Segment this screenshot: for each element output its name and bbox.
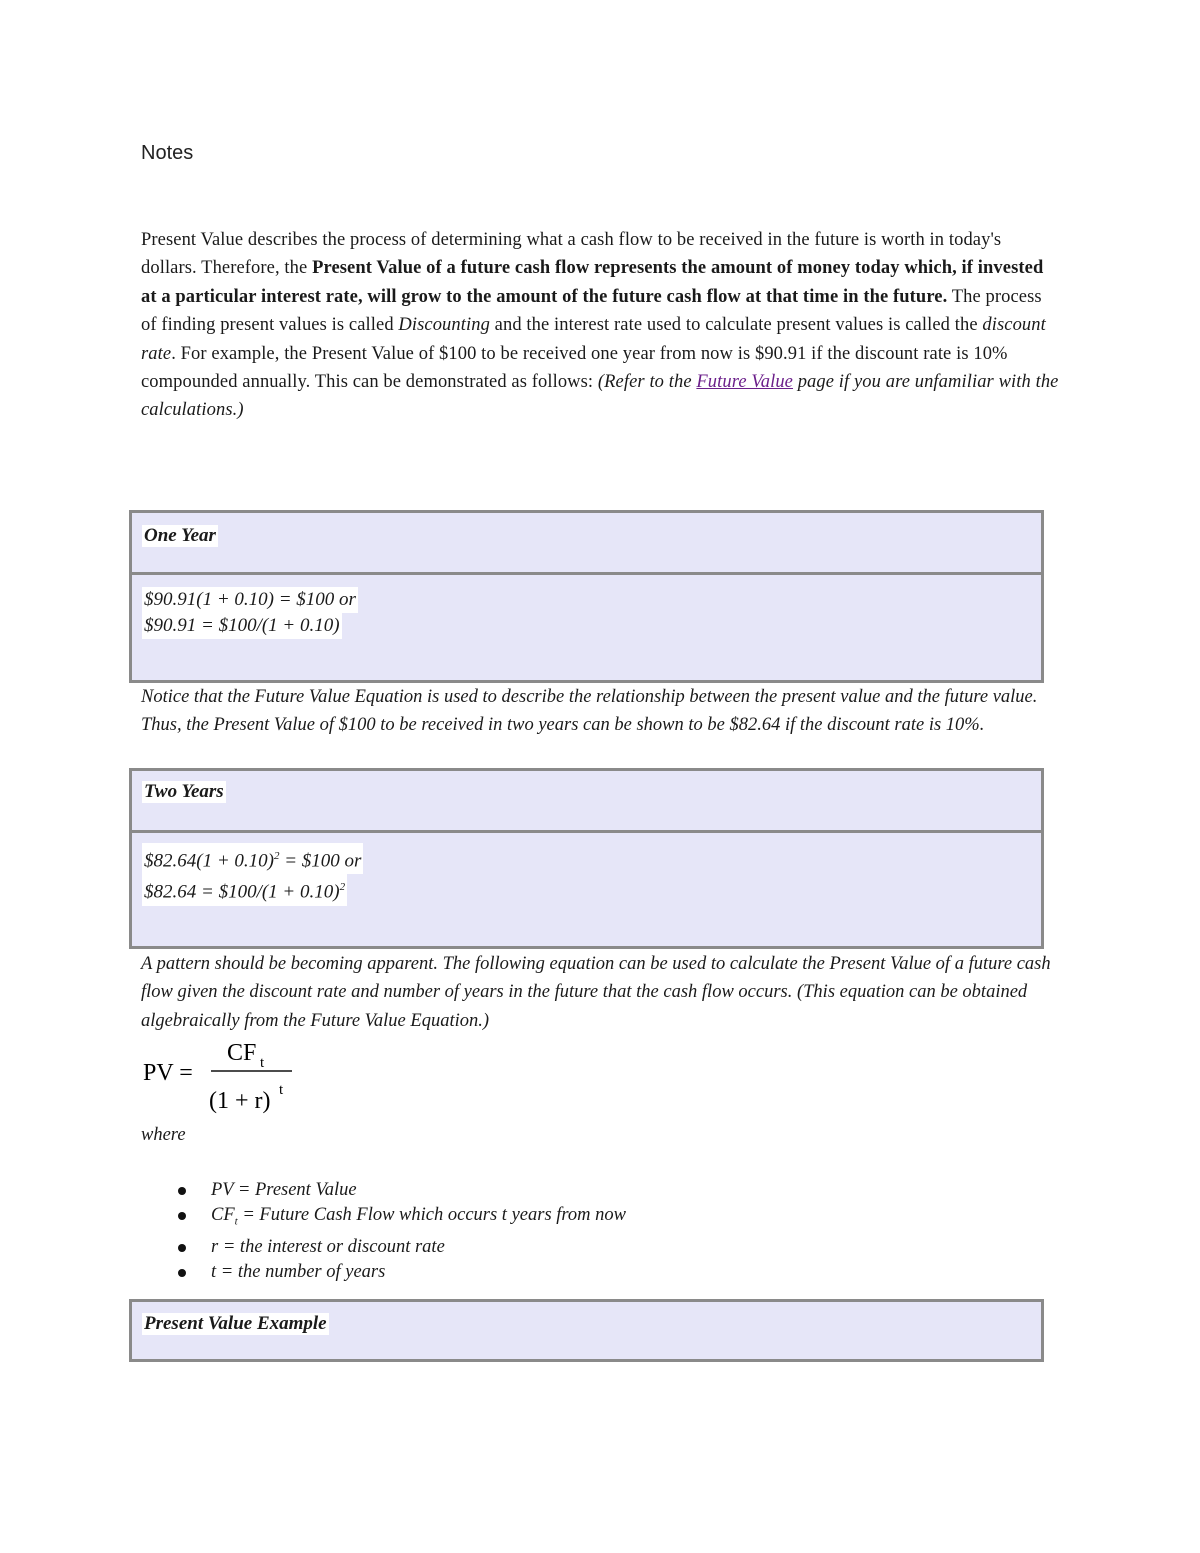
note-pattern: A pattern should be becoming apparent. The following equation can be used to calculate the Present Value of a future cash flow given the discount rate and number of years in the future that the cash flow occurs. (This equation can be obtained algebraically from the Future Value Equation.)	[141, 954, 1051, 1031]
bullet-icon	[178, 1244, 186, 1252]
variable-list	[178, 1178, 626, 1285]
formula-numerator: CF	[227, 1040, 257, 1066]
note-future-value: Notice that the Future Value Equation is used to describe the relationship between the present value and the future value. Thus, the Present Value of $100 to be received in two years can be shown to be $82.64 if the discount rate is 10%.	[141, 687, 1038, 736]
one-year-line2: $90.91 = $100/(1 + 0.10)	[142, 613, 342, 639]
intro-paragraph	[141, 226, 1061, 425]
bullet-icon	[178, 1269, 186, 1277]
formula-denominator: (1 + r)	[209, 1088, 271, 1114]
two-years-line2-text: $82.64 = $100/(1 + 0.10)	[144, 881, 340, 903]
formula-numerator-sub: t	[260, 1055, 265, 1071]
intro-text-2: The process of finding present values is called	[141, 286, 1042, 336]
two-years-line2	[142, 874, 347, 905]
two-years-title: Two Years	[144, 781, 224, 802]
one-year-title: One Year	[144, 525, 216, 546]
bullet-text: t = the number of years	[211, 1261, 386, 1282]
term-discount-rate: discount rate	[141, 315, 1046, 364]
two-years-line1-rest: = $100 or	[279, 850, 362, 872]
bullet-text: CF	[211, 1205, 235, 1225]
two-years-line1	[142, 843, 363, 874]
formula-lhs: PV =	[143, 1060, 193, 1086]
future-value-link[interactable]: Future Value	[696, 372, 793, 393]
list-item	[178, 1260, 626, 1285]
two-years-box	[129, 768, 1044, 949]
two-years-body	[132, 833, 1041, 906]
list-item	[178, 1178, 626, 1203]
two-years-header	[132, 771, 1041, 833]
one-year-body	[132, 575, 1041, 639]
bullet-subscript: t	[234, 1215, 238, 1228]
list-item	[178, 1235, 626, 1260]
two-years-line1-text: $82.64(1 + 0.10)	[144, 850, 274, 872]
intro-text-4: . For example, the Present Value of $100 to be received one year from now is $90.91 if the discount rate is 10% compounded annually. This can be demonstrated as follows:	[141, 343, 1008, 393]
intro-bold-definition: Present Value of a future cash flow represents the amount of money today which, if invested at a particular interest rate, will grow to the amount of the future cash flow at that time in the future.	[141, 258, 1044, 307]
present-value-example-box	[129, 1299, 1044, 1362]
list-item	[178, 1203, 626, 1235]
refer-post: page if you are unfamiliar with the calculations.)	[141, 372, 1059, 421]
term-discounting: Discounting	[398, 315, 490, 336]
example-title: Present Value Example	[144, 1313, 327, 1334]
one-year-line1: $90.91(1 + 0.10) = $100 or	[142, 587, 358, 613]
example-header	[132, 1302, 1041, 1335]
bullet-text: r = the interest or discount rate	[211, 1236, 445, 1257]
formula-denominator-sup: t	[279, 1082, 284, 1098]
refer-pre: (Refer to the	[597, 372, 697, 393]
pv-formula	[143, 1038, 313, 1120]
one-year-box	[129, 510, 1044, 683]
bullet-icon	[178, 1212, 186, 1220]
intro-text-3: and the interest rate used to calculate present values is called the	[489, 315, 983, 336]
where-label: where	[141, 1125, 186, 1145]
two-years-line1-exponent: 2	[273, 850, 280, 862]
intro-text-1: Present Value describes the process of determining what a cash flow to be received in the future is worth in today's dollars. Therefore, the	[141, 230, 1002, 279]
two-years-line2-exponent: 2	[339, 881, 346, 894]
bullet-text-rest: = Future Cash Flow which occurs t years from now	[237, 1205, 626, 1225]
bullet-icon	[178, 1187, 186, 1195]
one-year-header	[132, 513, 1041, 575]
page-heading: Notes	[141, 142, 194, 164]
bullet-text: PV = Present Value	[211, 1180, 357, 1200]
